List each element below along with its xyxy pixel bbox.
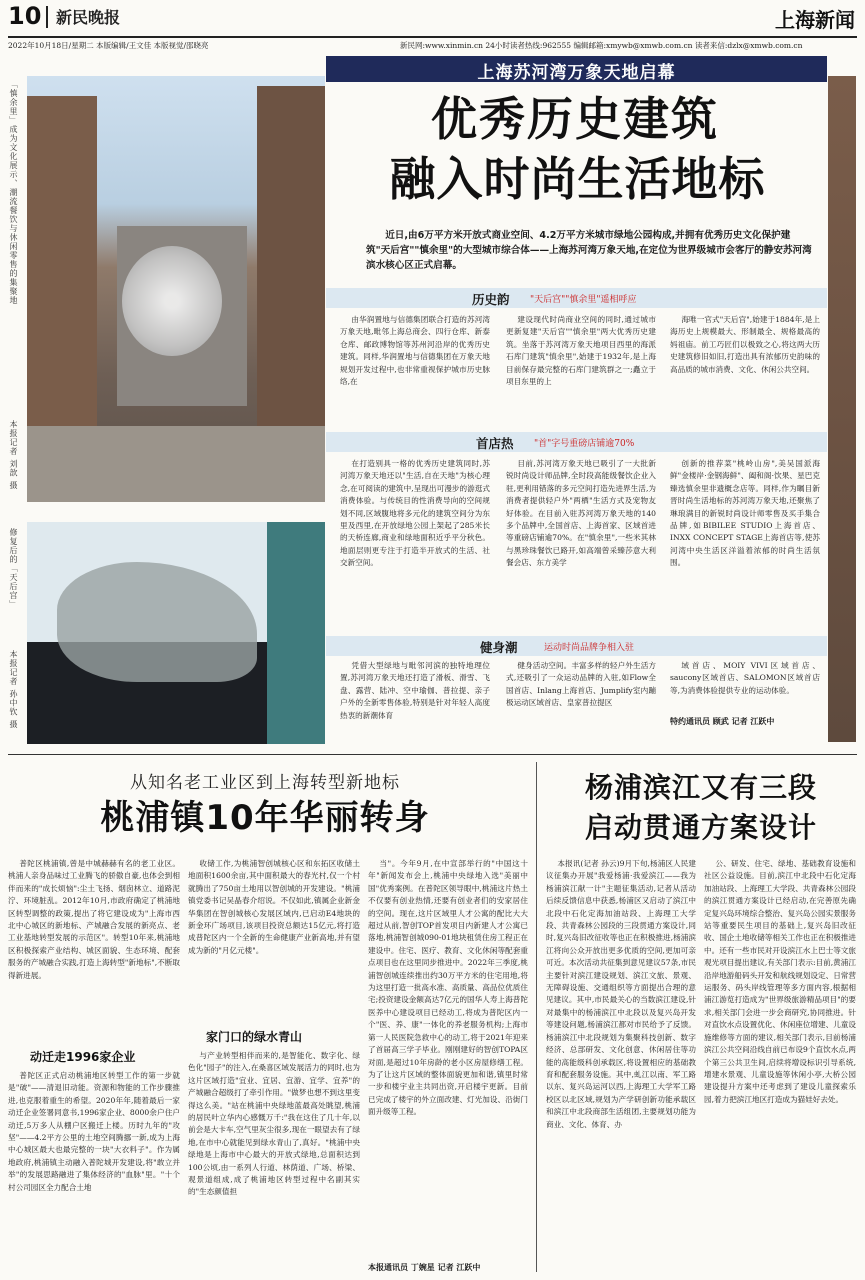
fitness-col2: 健身活动空间。丰富多样的轻户外生活方式,还吸引了一众运动品牌的入驻,如Flow全国首店、Inlang上海首店、Jumplify室内蹦极运动区域首店、皇家普拉提区 [506,661,656,708]
right-story-headline-2: 启动贯通方案设计 [584,811,817,844]
section-subtitle-fitness: 运动时尚品牌争相入驻 [544,643,635,653]
photo-shenyuli [27,76,325,502]
right-story-col1: 本报讯(记者 孙云)9月下旬,杨浦区人民建议征集办开展"我爱杨浦·我爱滨江——我为杨浦滨江献一计"主题征集活动,记者从活动后续反馈信息中获悉,杨浦区又启动了滨江中北段中石化定海加油站段、上海理工大学段、共青森林公园段的三段贯通方案设计,同时,复兴岛旧改征收等也正在积极推进,杨浦滨江将向公众开放出更多优质的空间,更加可亲可近。本次活动共征集到意见建议57条,市民主要针对滨江建设规划、滨江文旅、景观、无障碍设施、交通组织等方面提出合理的意见建议。其中,市民最关心的当数滨江建设,针对最集中的杨浦滨江中北段以及复兴岛开发等建设问题,杨浦滨江都对市民给予了反馈。杨浦滨江中北段规划为集聚科技创新、数字经济、总部研发、文化创意、休闲居住等功能的高能级科创承载区,将设置相应的基础教育和配套服务设施。其中,虬江以南、军工路以东、复兴岛运河以西,上海理工大学军工路校区以北区域,规划为产学研创新功能承载区和滨江中北段商部生活组团,主要规划功能为商业、文化、体育、办 [546,859,696,1129]
right-story-headline-1: 杨浦滨江又有三段 [584,771,817,804]
section-title-history: 历史韵 [472,292,510,307]
photo-caption-top: 「慎余里」成为文化展示、潮流餐饮与休闲零售的集聚地 [9,80,18,305]
section-name: 上海新闻 [775,8,855,32]
left-story-headline: 桃浦镇10年华丽转身 [100,798,430,838]
left-story-col1b: 普陀区正式启动桃浦地区转型工作的第一步就是"破"——清退旧动能。资源和物能的工作步骤推进,也克服着重生的希望。2020年年,随着最后一家动迁企业签署同意书,1996家企业、8000余户住户动迁,5万多人从棚户区搬迁上楼。历时九年的"攻坚"——4.2平方公里的土地空间腾挪一新,成为上海中心城区最大也最完整的一块"大衣料子"。作为属地政府,桃浦镇主动融入普陀城开发建设,将"敢立并举"的发展思路融进了集体经济的"血脉"里。"十个村公司园区全力配合土地 [8,1071,180,1192]
section-title-fitness: 健身潮 [480,640,518,655]
dateline: 2022年10月18日/星期二 本版编辑/王文佳 本版视觉/邵晓亮 [8,41,209,50]
section-divider [8,754,857,755]
page-header [0,0,865,36]
headline-line2: 融入时尚生活地标 [389,152,766,206]
paper-name: 新民晚报 [56,8,121,27]
history-col2: 建设现代时尚商业空间的同时,通过城市更新复建"天后宫""慎余里"两大优秀历史建筑。坐落于苏河湾万象天地项目西里的海派石库门建筑"慎余里",始建于1932年,是上海目前保存最完整的石库门建筑群之一;矗立于项目东里的上 [506,315,656,387]
left-story-subhead-2: 家门口的绿水青山 [206,1030,303,1044]
history-col1: 由华润置地与信德集团联合打造的苏河湾万象天地,毗邻上海总商会、四行仓库、新泰仓库、邮政博物馆等苏州河沿岸的优秀历史建筑。同样,华润置地与信德集团在万象天地规划开发过程中,也非常重视保护城市历史脉络,在 [340,315,490,387]
fitness-col1: 凭借大型绿地与毗邻河滨的独特地理位置,苏河湾万象天地还打造了滑板、滑雪、飞盘、露营、陆冲、空中瑜伽、普拉提、亲子户外的全新零售体验,特别是针对年轻人高度热衷的新潮体育 [340,661,490,720]
photo-tianhougong [27,522,325,744]
section-title-first-store: 首店热 [476,436,514,451]
left-story-col2b: 与产业转型相伴而来的,是智能化、数字化、绿色化"园子"的注入,在桑喜区域发展活力的同时,也为这片区域打造"宜业、宜居、宜游、宜学、宜养"的产城融合超级打了牵引作用。"做梦也想不到这里变得这么美。"站在桃浦中央绿地蓝最高处眺望,桃浦的居民叶立华内心感慨万千:"我在这住了几十年,以前会是大卡车,空气里灰尘很多,现在一眼望去有了绿地,在市中心就能见到绿水青山了,真好。"桃浦中央绿地是上海市中心最大的开放式绿地,总面积达到100公顷,由一系列人行道、林荫道、广场、桥梁、观景道组成,成了桃浦地区转型过程中名副其实的"生态颜值担 [188,1051,360,1197]
right-story-col2: 公、研发、住宅、绿地、基础教育设施和社区公益设施。目前,滨江中北段中石化定海加油站段、上海理工大学段、共青森林公园段的滨江贯通方案设计已经启动,在完善原先确定复兴岛环境综合整治、复兴岛公园实景服务站等重要民生项目的基础上,复兴岛旧改征收、国企土地收储等相关工作也正在积极推进中。还有一些市民对开设滨江水上巴士等文旅观光项目提出建议,有关部门表示:目前,黄浦江沿岸地游船码头开发和航线规划设定、日常营运服务、码头岸线管理等多方面内容,根据相浦江游览打造成为"世界级旅游精品项目"的要求,相关部门会进一步会商研究,协同推进。针对直饮水点设置优化、休闲座位增建、儿童设施维修等方面的建议,相关部门表示,目前杨浦滨江公共空间沿线自前已布设9个直饮水点,两个第三公共卫生间,启续将增设标识引导系统,增建水景观、儿童设施等休闲小亭,大桥公园建设提升方案中还考虑到了建设儿童探索乐园,着力把滨江地区打造成为猫娃好去处。 [704,859,856,1104]
left-story-col1: 普陀区桃浦镇,曾是中城赫赫有名的老工业区。桃浦人亲身品味过工业腾飞的骄傲自豪,也体会到相伴而来的"成长烦恼":尘土飞扬、烟囱林立、道路泥泞、环境脏乱。2012年10月,市政府确定了桃浦地区转型调整的政策,提出了将它建设成为"上海市西北中心城区的新地标、产城融合发展的新亮点、老工业基地转型发展的示范区"。转型10年来,桃浦地区积极探索产业结构、城区面貌、生态环境、配套服务的产城融合实践,打造上海转型"新地标",不断取得新进展。 [8,859,180,980]
street-ground [27,426,325,502]
first-store-col1: 在打造别具一格的优秀历史建筑同时,苏河湾万象天地还以"生活,自在天地"为核心理念,在可阅读的建筑中,呈现出可漫步的游逛式消费体验。与传统目的性消费导向的空间规划不同,区域腹地将多元化的建筑空间分为东里及西里,在开放绿地公园上架起了285米长的天桥连廊,商业和绿地面积近乎平分秋色。地面层则更专注于打造半开放式的生活、社交新空间。 [340,459,490,568]
history-col3: 海唯一官式"天后宫",始建于1884年,是上海历史上规模最大、形制最全、规格最高的妈祖庙。前工巧匠们以极致之心,将这两大历史建筑修旧如旧,打造出具有浓郁历史韵味的高品质的城市消费、文化、休闲公共空间。 [670,315,820,374]
kicker-text: 上海苏河湾万象天地启幕 [477,63,676,83]
fitness-credit: 特约通讯员 顾武 记者 江跃中 [670,717,775,726]
column-divider [536,762,537,1272]
lead-paragraph: 近日,由6万平方米开放式商业空间、4.2万平方米城市绿地公园构成,并拥有优秀历史文化保护建筑"天后宫""慎余里"的大型城市综合体——上海苏河湾万象天地,在定位为世界级城市会客厅的静安苏河湾滨水核心区正式启幕。 [366,230,812,271]
light-sphere-sculpture [122,246,222,356]
photo-credit-top: 本报记者 刘歆 摄 [9,420,18,491]
section-subtitle-first-store: "首"字号重磅店铺逾70% [534,439,635,449]
page-number: 10 [8,2,42,30]
first-store-col3: 创新的推荐菜"桃岭山房",美吴国派海鲜"金楼岸·金钢海鲜"、阖和阁·饮果、星巴克臻选慎余里非遗概念店等。同样,作为瞩目新晋时尚生活地标的苏河湾万象天地,还聚焦了琳琅满目的新锐时尚设计师零售及买手集合品牌,如BIBILEE STUDIO上海首店、INXX CONCEPT STAGE上海首店等,使苏河湾中央生活区洋溢着浓郁的时尚生活氛围。 [670,459,820,568]
headline-line1: 优秀历史建筑 [431,92,719,146]
building-teal [267,522,325,744]
header-divider-vertical [46,6,48,28]
contact-line: 新民网:www.xinmin.cn 24小时读者热线:962555 编辑邮箱:xmywb@xmwb.com.cn 读者来信:dzlx@xmwb.com.cn [400,41,803,50]
roof-dragon [57,562,257,682]
fitness-col3: 域首店、MOIY VIVI区域首店、saucony区域首店、SALOMON区域首店等,为消费体验提供专业的运动体验。 [670,661,820,695]
left-story-col2: 收储工作,为桃浦智创城核心区和东拓区收储土地面积1600余亩,其中面积最大的春光村,仅一个村就腾出了750亩土地用以智创城的开发建设。"桃浦镇党委书记吴晶春介绍说。不仅如此,镇属企业新金华集团在智创城核心发展区域内,已启动E4地块的新金环广场项目,该项目投资总额达15亿元,将打造成普陀区内一个全新的生命健康产业新高地,并有望成为新的"月亿元楼"。 [188,859,360,955]
photo-building-strip-right [828,76,856,742]
section-subtitle-history: "天后宫""慎余里"遥相呼应 [530,295,637,305]
left-story-subhead-1: 动迁走1996家企业 [30,1050,136,1064]
left-story-credit: 本报通讯员 丁婉星 记者 江跃中 [368,1263,481,1272]
photo-credit-bottom: 本报记者 孙中钦 摄 [9,650,18,730]
left-story-kicker: 从知名老工业区到上海转型新地标 [130,773,400,793]
first-store-col2: 目前,苏河湾万象天地已吸引了一大批新锐时尚设计师品牌,全时段高能级餐饮企业入驻,更利用错落的多元空间打造先进界生活,为消费者提供轻户外"两栖"生活方式及宠物友好体验。在目前入驻苏河湾万象天地的140多个品牌中,全国首店、上海首家、区域首进等重磅店铺逾70%。在"慎余里",一些米其林与黑珍珠餐饮已路开,如高端曾采臻莎意大利餐会店、东方美学 [506,459,656,568]
photo-caption-bottom: 修复后的「天后宫」 [9,528,18,609]
left-story-col3: 当"。今年9月,在中宣部举行的"中国这十年"新闻发布会上,桃浦中央绿地入选"美丽中国"优秀案例。在普陀区领导眼中,桃浦这片热土不仅要有创业热情,还要有创业者们的安家居住的空间。现在,这片区域里人才公寓的配比大大超过从前,智创TOP首发项目内新建人才公寓已落地,桃浦智创城090-01地块租赁住房工程正在建设中。住宅、医疗、教育、文化休闲等配套重点项目也在这里同步推进中。2022年三季度,桃浦智创城连续推出约30万平方米的住宅用地,将为这里打造一批高水准、高质量、高品位优质住宅;投资建设金额高达7亿元的国华人寿上海普陀医养中心建设项目已经动工,将成为普陀区内一个"医、养、康"一体化的养老服务机构;上海市第一人民医院急救中心的动工,将于2021年迎来了首届高三学子毕业。刚刚建好的智创TOPA区对面,是超过10年房龄的老小区房屋修缮工程。为了让这片区域的整体面貌更加和谐,镇里时常一步和楼宇业主共同出资,开启楼宇更新。目前已完成了楼宇的外立面改建、灯光加设、沿街门面升级等工程。 [368,859,528,1117]
header-rule [8,36,857,38]
